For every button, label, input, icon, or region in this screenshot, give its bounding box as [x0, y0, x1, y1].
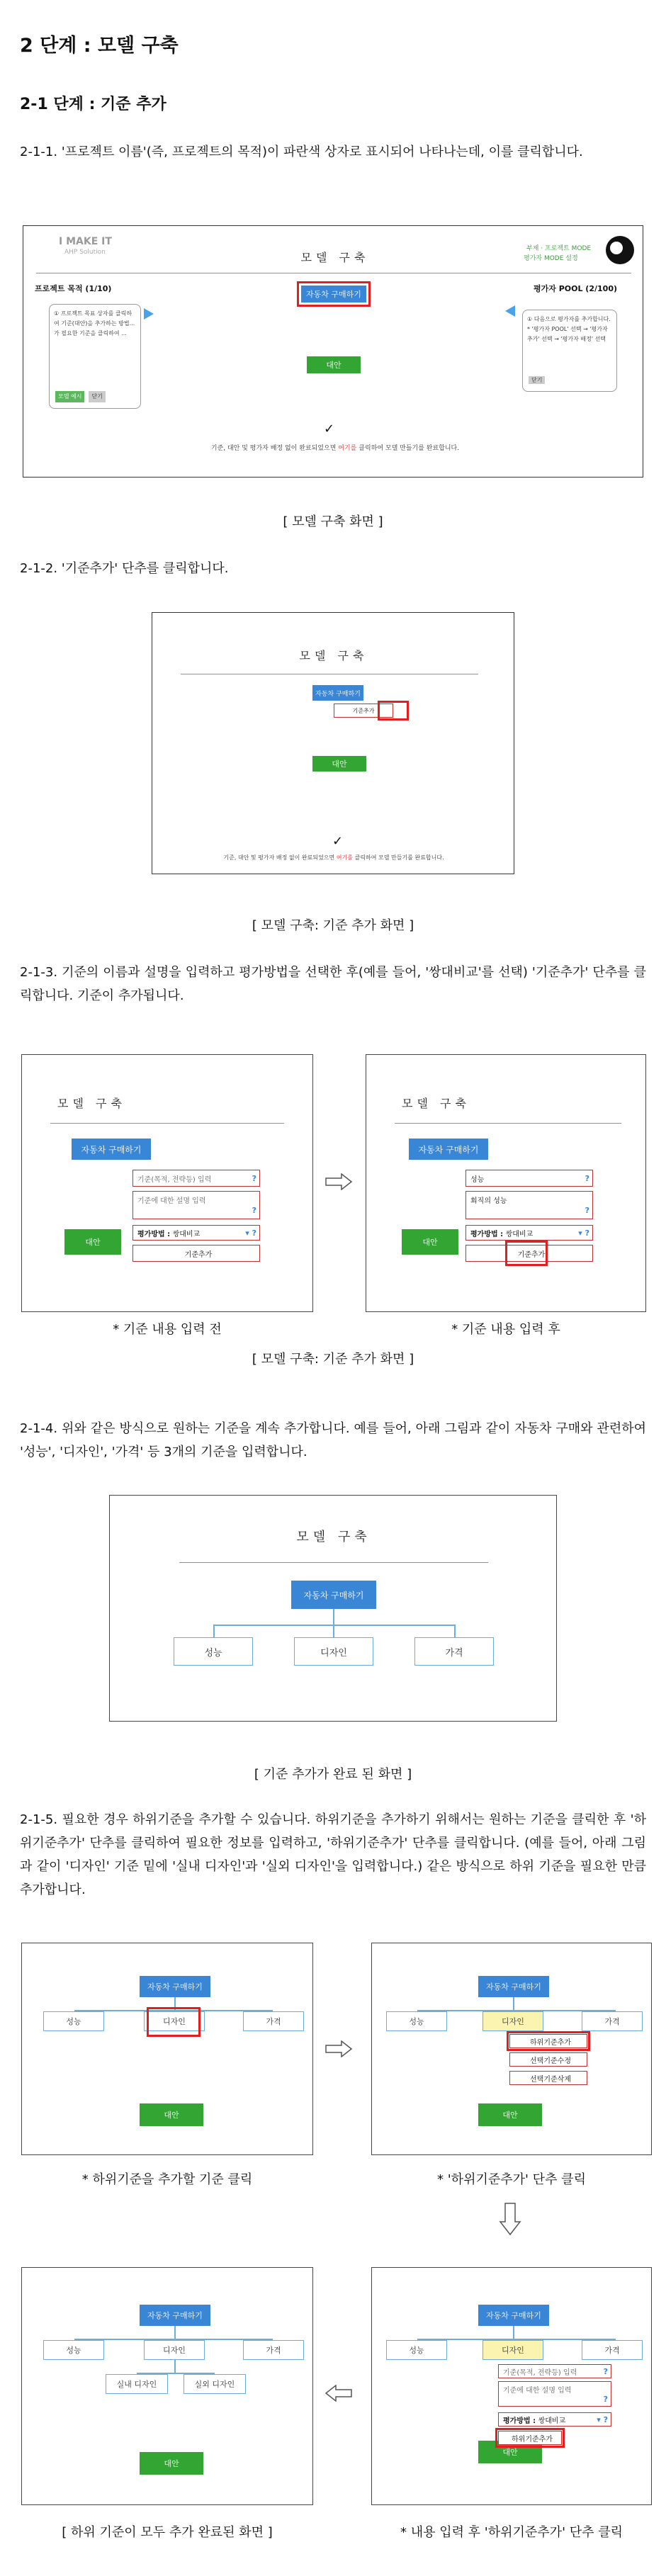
goal-box[interactable]: 자동차 구매하기: [301, 286, 366, 303]
paragraph-2-1-2: 2-1-2. '기준추가' 단추를 클릭합니다.: [20, 561, 229, 576]
name-input[interactable]: 기준(목적, 전략등) 입력 ?: [498, 2364, 611, 2378]
goal-box[interactable]: 자동차 구매하기: [409, 1139, 488, 1160]
caption-4: [ 기준 추가가 완료 된 화면 ]: [254, 1767, 412, 1782]
add-criterion-button[interactable]: 기준추가: [132, 1245, 260, 1262]
edit-criterion-button[interactable]: 선택기준수정: [509, 2052, 587, 2067]
left-tip-text: ① 프로젝트 목표 상자를 클릭하여 기준(대안)을 추가하는 방법... 가 필요한 기준을 클릭하여 ...: [54, 310, 135, 337]
method-select[interactable]: 평가방법 : 쌍대비교 ▾ ?: [465, 1225, 593, 1241]
screenshot-before-input: [21, 1054, 313, 1312]
confirm-button[interactable]: 대안: [312, 756, 366, 772]
screenshot-click-criterion: [21, 1943, 313, 2155]
confirm-button[interactable]: 대안: [307, 356, 361, 373]
footer-note: 기준, 대안 및 평가자 배정 없이 완료되었으면 여기를 클릭하여 모델 만들기를 완료합니다.: [223, 854, 444, 861]
eval-pool-label[interactable]: 평가자 POOL (2/100): [534, 284, 617, 293]
name-input[interactable]: 성능 ?: [465, 1170, 593, 1187]
confirm-button[interactable]: 대안: [140, 2452, 203, 2475]
highlight-criterion: [147, 2007, 201, 2037]
highlight-add-criterion: [505, 1241, 548, 1266]
goal-box[interactable]: 자동차 구매하기: [291, 1581, 376, 1609]
screenshot-model-screen: [23, 225, 643, 478]
highlight-add-criterion: [378, 701, 409, 721]
goal-box[interactable]: 자동차 구매하기: [72, 1139, 151, 1160]
right-tip-close-button[interactable]: 닫기: [529, 376, 545, 384]
project-list-label[interactable]: 프로젝트 목적 (1/10): [35, 284, 112, 293]
app-logo: I MAKE IT: [59, 236, 112, 247]
top-right-label-2[interactable]: 평가자 MODE 설정: [524, 255, 578, 262]
sub-criterion-box[interactable]: 실내 디자인: [106, 2374, 168, 2394]
criterion-box[interactable]: 가격: [582, 2011, 643, 2031]
screenshot-after-input: [366, 1054, 646, 1312]
goal-box[interactable]: 자동차 구매하기: [140, 1976, 210, 1997]
caption-5d: * 내용 입력 후 '하위기준추가' 단추 클릭: [400, 2525, 623, 2540]
paragraph-2-1-4: 2-1-4. 위와 같은 방식으로 원하는 기준을 계속 추가합니다. 예를 들어, 아래 그림과 같이 자동차 구매와 관련하여 '성능', '디자인', '가격' 등 3개의 기준을 입력합니다.: [20, 1421, 646, 1459]
right-tip-balloon: [522, 310, 617, 392]
model-title: 모델 구축: [300, 251, 370, 264]
criterion-box[interactable]: 성능: [174, 1637, 253, 1666]
caption-2: [ 모델 구축: 기준 추가 화면 ]: [252, 918, 414, 933]
add-criterion-button[interactable]: 기준추가: [465, 1245, 593, 1262]
confirm-button[interactable]: 대안: [64, 1229, 121, 1255]
arrow-right-icon: [324, 1173, 353, 1190]
sub-criterion-box[interactable]: 실외 디자인: [184, 2374, 246, 2394]
criterion-box[interactable]: 디자인: [144, 2011, 205, 2031]
user-avatar-icon[interactable]: [606, 236, 634, 264]
criterion-box[interactable]: 가격: [243, 2340, 304, 2360]
goal-box[interactable]: 자동차 구매하기: [478, 1976, 549, 1997]
check-icon: ✓: [324, 422, 335, 436]
caption-5a: * 하위기준을 추가할 기준 클릭: [81, 2172, 253, 2187]
paragraph-2-1-3: 2-1-3. 기준의 이름과 설명을 입력하고 평가방법을 선택한 후(예를 들어, '쌍대비교'를 선택) '기준추가' 단추를 클릭합니다. 기준이 추가됩니다.: [20, 965, 646, 1003]
method-select[interactable]: 평가방법 : 쌍대비교 ▾ ?: [498, 2412, 611, 2427]
desc-input[interactable]: 회직의 성능 ?: [465, 1191, 593, 1219]
app-logo-sub: AHP Solution: [64, 249, 106, 256]
arrow-right-icon: [324, 2040, 353, 2057]
left-tip-balloon: [49, 304, 141, 409]
model-title: 모델 구축: [299, 649, 368, 662]
confirm-button[interactable]: 대안: [478, 2441, 542, 2463]
sub-add-button[interactable]: 하위기준추가: [509, 2034, 587, 2048]
caption-1: [ 모델 구축 화면 ]: [283, 514, 383, 529]
page-title: 2 단계 : 모델 구축: [20, 35, 179, 57]
criterion-box[interactable]: 가격: [414, 1637, 494, 1666]
criterion-box[interactable]: 디자인: [294, 1637, 373, 1666]
criterion-box-selected[interactable]: 디자인: [482, 2340, 543, 2360]
criterion-box-selected[interactable]: 디자인: [482, 2011, 543, 2031]
paragraph-2-1-1: 2-1-1. '프로젝트 이름'(즉, 프로젝트의 목적)이 파란색 상자로 표시되어 나타나는데, 이를 클릭합니다.: [20, 145, 583, 159]
method-select[interactable]: 평가방법 : 쌍대비교 ▾ ?: [132, 1225, 260, 1241]
criterion-box[interactable]: 성능: [386, 2340, 447, 2360]
footer-link[interactable]: 여기를: [338, 445, 357, 452]
confirm-button[interactable]: 대안: [402, 1229, 458, 1255]
screenshot-criteria-done: [109, 1495, 557, 1722]
right-tip-text: ① 다음으로 평가자를 추가합니다. * '평가자 POOL' 선택 → '평가자 추가' 선택 → '평가자 배정' 선택: [527, 316, 611, 342]
arrow-right-icon: [144, 308, 154, 320]
caption-5b: * '하위기준추가' 단추 클릭: [437, 2172, 586, 2187]
highlight-sub-add: [495, 2428, 565, 2448]
screenshot-add-criterion: [152, 612, 514, 874]
delete-criterion-button[interactable]: 선택기준삭제: [509, 2071, 587, 2085]
criterion-box[interactable]: 가격: [582, 2340, 643, 2360]
criterion-box[interactable]: 디자인: [144, 2340, 205, 2360]
confirm-button[interactable]: 대안: [478, 2103, 542, 2126]
caption-3a: * 기준 내용 입력 전: [113, 1322, 222, 1337]
model-title: 모델 구축: [296, 1530, 371, 1544]
model-title: 모델 구축: [57, 1097, 126, 1110]
screenshot-sub-input: [371, 2267, 652, 2505]
criterion-box[interactable]: 가격: [243, 2011, 304, 2031]
sub-add-button[interactable]: 하위기준추가: [498, 2431, 562, 2445]
desc-input[interactable]: 기준에 대한 설명 입력 ?: [132, 1191, 260, 1219]
goal-box[interactable]: 자동차 구매하기: [140, 2305, 210, 2326]
name-input[interactable]: 기준(목적, 전략등) 입력 ?: [132, 1170, 260, 1187]
left-tip-example-button[interactable]: 모델 예시: [55, 391, 84, 402]
arrow-down-icon: [499, 2202, 521, 2236]
confirm-button[interactable]: 대안: [140, 2103, 203, 2126]
footer-note: 기준, 대안 및 평가자 배정 없이 완료되었으면 여기를 클릭하여 모델 만들기를 완료합니다.: [210, 445, 460, 452]
highlight-sub-add: [507, 2031, 590, 2051]
check-icon: ✓: [332, 834, 344, 849]
goal-box[interactable]: 자동차 구매하기: [478, 2305, 549, 2326]
criterion-box[interactable]: 성능: [43, 2340, 104, 2360]
screenshot-sub-add-click: [371, 1943, 652, 2155]
section-title: 2-1 단계 : 기준 추가: [20, 96, 166, 113]
model-title: 모델 구축: [402, 1097, 470, 1110]
paragraph-2-1-5: 2-1-5. 필요한 경우 하위기준을 추가할 수 있습니다. 하위기준을 추가하기 위해서는 원하는 기준을 클릭한 후 '하위기준추가' 단추를 클릭하여 필요한 정보를 입력하고, '하위기준추가' 단추를 클릭합니다. (예를 들어, 아래 그림과 같이 '디자인' 기준 밑에 '실내 디자인'과 '실외 디자인'을 입력합니다.) 같은 방식으로 하위 기준을 필요한 만큼 추가합니다.: [20, 1812, 646, 1897]
screenshot-sub-done: [21, 2267, 313, 2505]
caption-3b: * 기준 내용 입력 후: [451, 1322, 560, 1337]
left-tip-close-button[interactable]: 닫기: [89, 391, 105, 402]
desc-input[interactable]: 기준에 대한 설명 입력 ?: [498, 2381, 611, 2407]
criterion-box[interactable]: 성능: [43, 2011, 104, 2031]
add-criterion-button[interactable]: 기준추가: [334, 704, 393, 718]
goal-box[interactable]: 자동차 구매하기: [312, 685, 363, 701]
caption-3: [ 모델 구축: 기준 추가 화면 ]: [252, 1352, 414, 1367]
caption-5c: [ 하위 기준이 모두 추가 완료된 화면 ]: [62, 2525, 273, 2540]
arrow-left-icon: [324, 2385, 353, 2402]
highlight-goal: [297, 281, 371, 307]
top-right-label-1[interactable]: 부제 · 프로젝트 MODE: [526, 245, 592, 252]
arrow-left-icon: [505, 305, 515, 317]
criterion-box[interactable]: 성능: [386, 2011, 447, 2031]
